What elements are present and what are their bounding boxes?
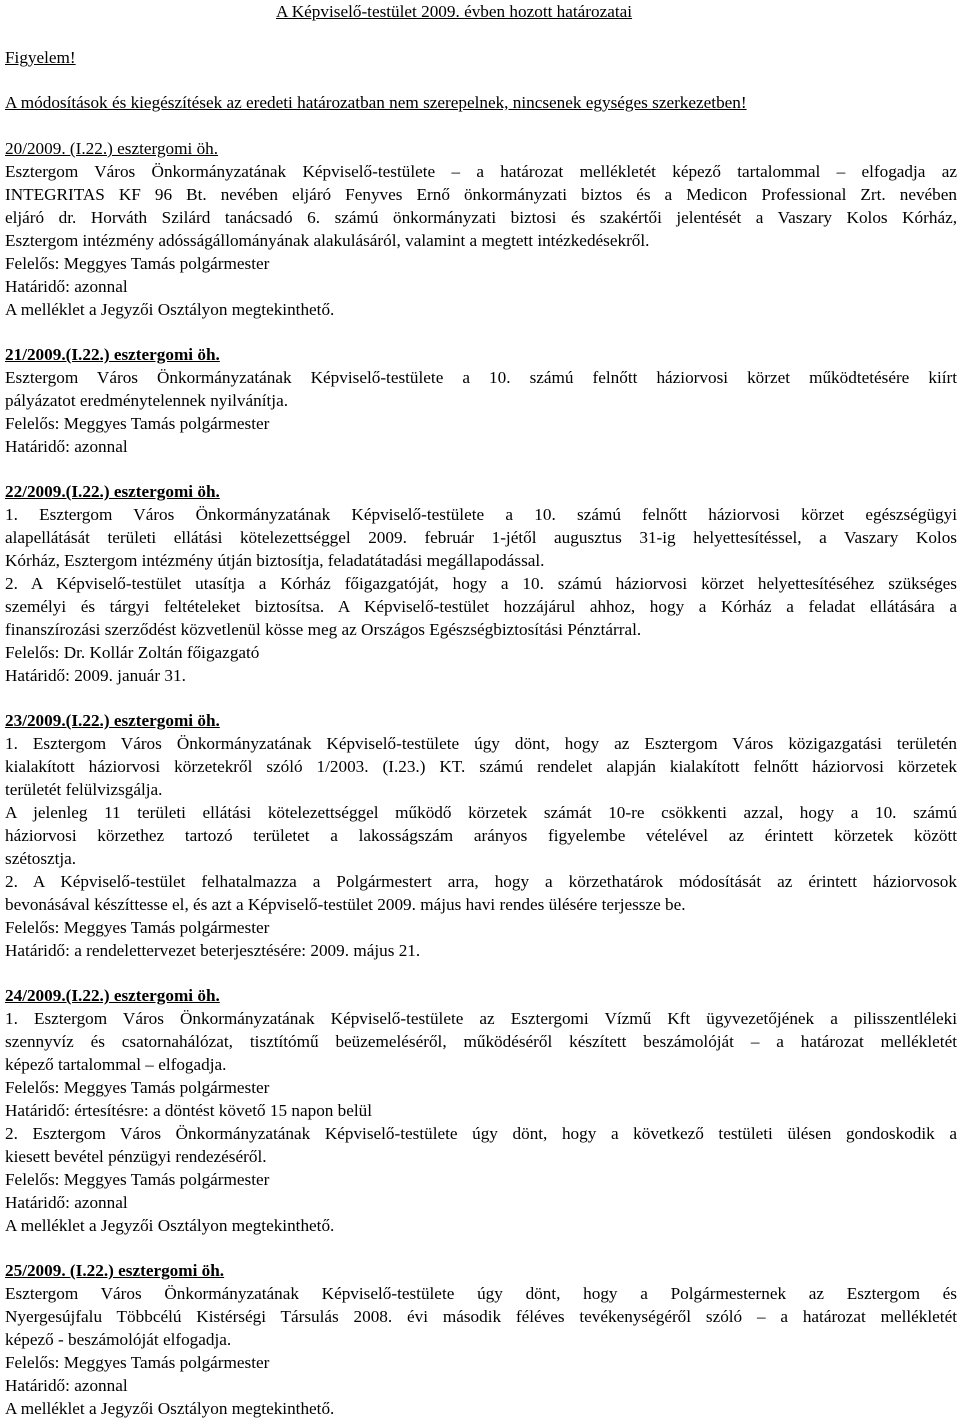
attachment-note: A melléklet a Jegyzői Osztályon megtekinthető. xyxy=(5,1399,335,1418)
resolution-20-line: Esztergom Város Önkormányzatának Képviselő-testülete – a határozat mellékletét képező tartalommal – elfogadja az xyxy=(5,162,957,181)
responsible-line: Felelős: Meggyes Tamás polgármester xyxy=(5,1170,270,1189)
resolution-heading-25: 25/2009. (I.22.) esztergomi öh. xyxy=(5,1261,225,1280)
attachment-note: A melléklet a Jegyzői Osztályon megtekinthető. xyxy=(5,1216,335,1235)
attachment-note: A melléklet a Jegyzői Osztályon megtekinthető. xyxy=(5,300,335,319)
resolution-23-line: területét felülvizsgálja. xyxy=(5,780,163,799)
resolution-24-line: kiesett bevétel pénzügyi rendezéséről. xyxy=(5,1147,267,1166)
resolution-24-line: képező tartalommal – elfogadja. xyxy=(5,1055,227,1074)
resolution-23-line: bevonásával készíttesse el, és azt a Képviselő-testület 2009. május havi rendes ülésére terjessze be. xyxy=(5,895,686,914)
resolution-25-line: Esztergom Város Önkormányzatának Képviselő-testülete úgy dönt, hogy a Polgármesternek az Esztergom és xyxy=(5,1284,957,1303)
deadline-line: Határidő: azonnal xyxy=(5,277,128,296)
resolution-24-line: 2. Esztergom Város Önkormányzatának Képviselő-testülete úgy dönt, hogy a következő testületi ülésen gondoskodik a xyxy=(5,1124,957,1143)
resolution-heading-20: 20/2009. (I.22.) esztergomi öh. xyxy=(5,139,219,158)
resolution-25-line: Nyergesújfalu Többcélú Kistérségi Társulás 2008. évi második féléves tevékenységéről szóló – a határozat mellékletét xyxy=(5,1307,957,1326)
resolution-20-line: eljáró dr. Horváth Szilárd tanácsadó 6. számú önkormányzati biztosi és szakértői jelentését a Vaszary Kolos Kórház, xyxy=(5,208,957,227)
resolution-20-line: Esztergom intézmény adósságállományának alakulásáról, valamint a megtett intézkedésekről. xyxy=(5,231,650,250)
deadline-line: Határidő: azonnal xyxy=(5,437,128,456)
resolution-23-line: kialakított háziorvosi körzetekről szóló 1/2003. (I.23.) KT. számú rendelet alapján kialakított felnőtt háziorvosi körzetek xyxy=(5,757,957,776)
warning-label: Figyelem! xyxy=(5,48,76,67)
resolution-22-line: személyi és tárgyi feltételeket biztosítsa. A Képviselő-testület hozzájárul ahhoz, hogy a Kórház a feladat ellátására a xyxy=(5,597,957,616)
resolution-21-line: Esztergom Város Önkormányzatának Képviselő-testülete a 10. számú felnőtt háziorvosi körzet működtetésére kiírt xyxy=(5,368,957,387)
responsible-line: Felelős: Meggyes Tamás polgármester xyxy=(5,254,270,273)
page-title: A Képviselő-testület 2009. évben hozott határozatai xyxy=(276,2,633,21)
resolution-22-line: Kórház, Esztergom intézmény útján biztosítja, feladatátadási megállapodással. xyxy=(5,551,545,570)
resolution-heading-22: 22/2009.(I.22.) esztergomi öh. xyxy=(5,482,220,501)
resolution-23-line: háziorvosi körzethez tartozó területet a lakosságszám arányos figyelembe vételével az érintett körzetek között xyxy=(5,826,957,845)
resolution-23-line: A jelenleg 11 területi ellátási kötelezettséggel működő körzetek számát 10-re csökkenti azzal, hogy a 10. számú xyxy=(5,803,957,822)
resolution-22-line: alapellátását területi ellátási kötelezettséggel 2009. február 1-jétől augusztus 31-ig helyettesítéssel, a Vaszary Kolos xyxy=(5,528,957,547)
responsible-line: Felelős: Meggyes Tamás polgármester xyxy=(5,1078,270,1097)
resolution-heading-21: 21/2009.(I.22.) esztergomi öh. xyxy=(5,345,220,364)
resolution-22-line: finanszírozási szerződést közvetlenül kösse meg az Országos Egészségbiztosítási Pénztárral. xyxy=(5,620,642,639)
deadline-line: Határidő: 2009. január 31. xyxy=(5,666,186,685)
deadline-line: Határidő: azonnal xyxy=(5,1376,128,1395)
resolution-22-line: 2. A Képviselő-testület utasítja a Kórház főigazgatóját, hogy a 10. számú háziorvosi körzet helyettesítéséhez szükséges xyxy=(5,574,957,593)
notice-text: A módosítások és kiegészítések az eredeti határozatban nem szerepelnek, nincsenek egységes szerkezetben! xyxy=(5,93,747,112)
responsible-line: Felelős: Dr. Kollár Zoltán főigazgató xyxy=(5,643,260,662)
resolution-22-line: 1. Esztergom Város Önkormányzatának Képviselő-testülete a 10. számú felnőtt háziorvosi körzet egészségügyi xyxy=(5,505,957,524)
deadline-line: Határidő: azonnal xyxy=(5,1193,128,1212)
resolution-24-line: szennyvíz és csatornahálózat, tisztítómű beüzemeléséről, működéséről készített beszámolóját – a határozat mellékletét xyxy=(5,1032,957,1051)
resolution-heading-23: 23/2009.(I.22.) esztergomi öh. xyxy=(5,711,220,730)
resolution-24-line: 1. Esztergom Város Önkormányzatának Képviselő-testülete az Esztergomi Vízmű Kft ügyvezetőjének a pilisszentléleki xyxy=(5,1009,957,1028)
resolution-23-line: 2. A Képviselő-testület felhatalmazza a Polgármestert arra, hogy a körzethatárok módosítását az érintett háziorvosok xyxy=(5,872,957,891)
deadline-line: Határidő: értesítésre: a döntést követő 15 napon belül xyxy=(5,1101,373,1120)
responsible-line: Felelős: Meggyes Tamás polgármester xyxy=(5,1353,270,1372)
resolution-21-line: pályázatot eredménytelennek nyilvánítja. xyxy=(5,391,288,410)
resolution-23-line: szétosztja. xyxy=(5,849,77,868)
responsible-line: Felelős: Meggyes Tamás polgármester xyxy=(5,414,270,433)
resolution-20-line: INTEGRITAS KF 96 Bt. nevében eljáró Fenyves Ernő önkormányzati biztos és a Medicon Professional Zrt. nevében xyxy=(5,185,957,204)
responsible-line: Felelős: Meggyes Tamás polgármester xyxy=(5,918,270,937)
resolution-heading-24: 24/2009.(I.22.) esztergomi öh. xyxy=(5,986,220,1005)
deadline-line: Határidő: a rendelettervezet beterjesztésére: 2009. május 21. xyxy=(5,941,421,960)
resolution-25-line: képező - beszámolóját elfogadja. xyxy=(5,1330,232,1349)
resolution-23-line: 1. Esztergom Város Önkormányzatának Képviselő-testülete úgy dönt, hogy az Esztergom Város közigazgatási területén xyxy=(5,734,957,753)
